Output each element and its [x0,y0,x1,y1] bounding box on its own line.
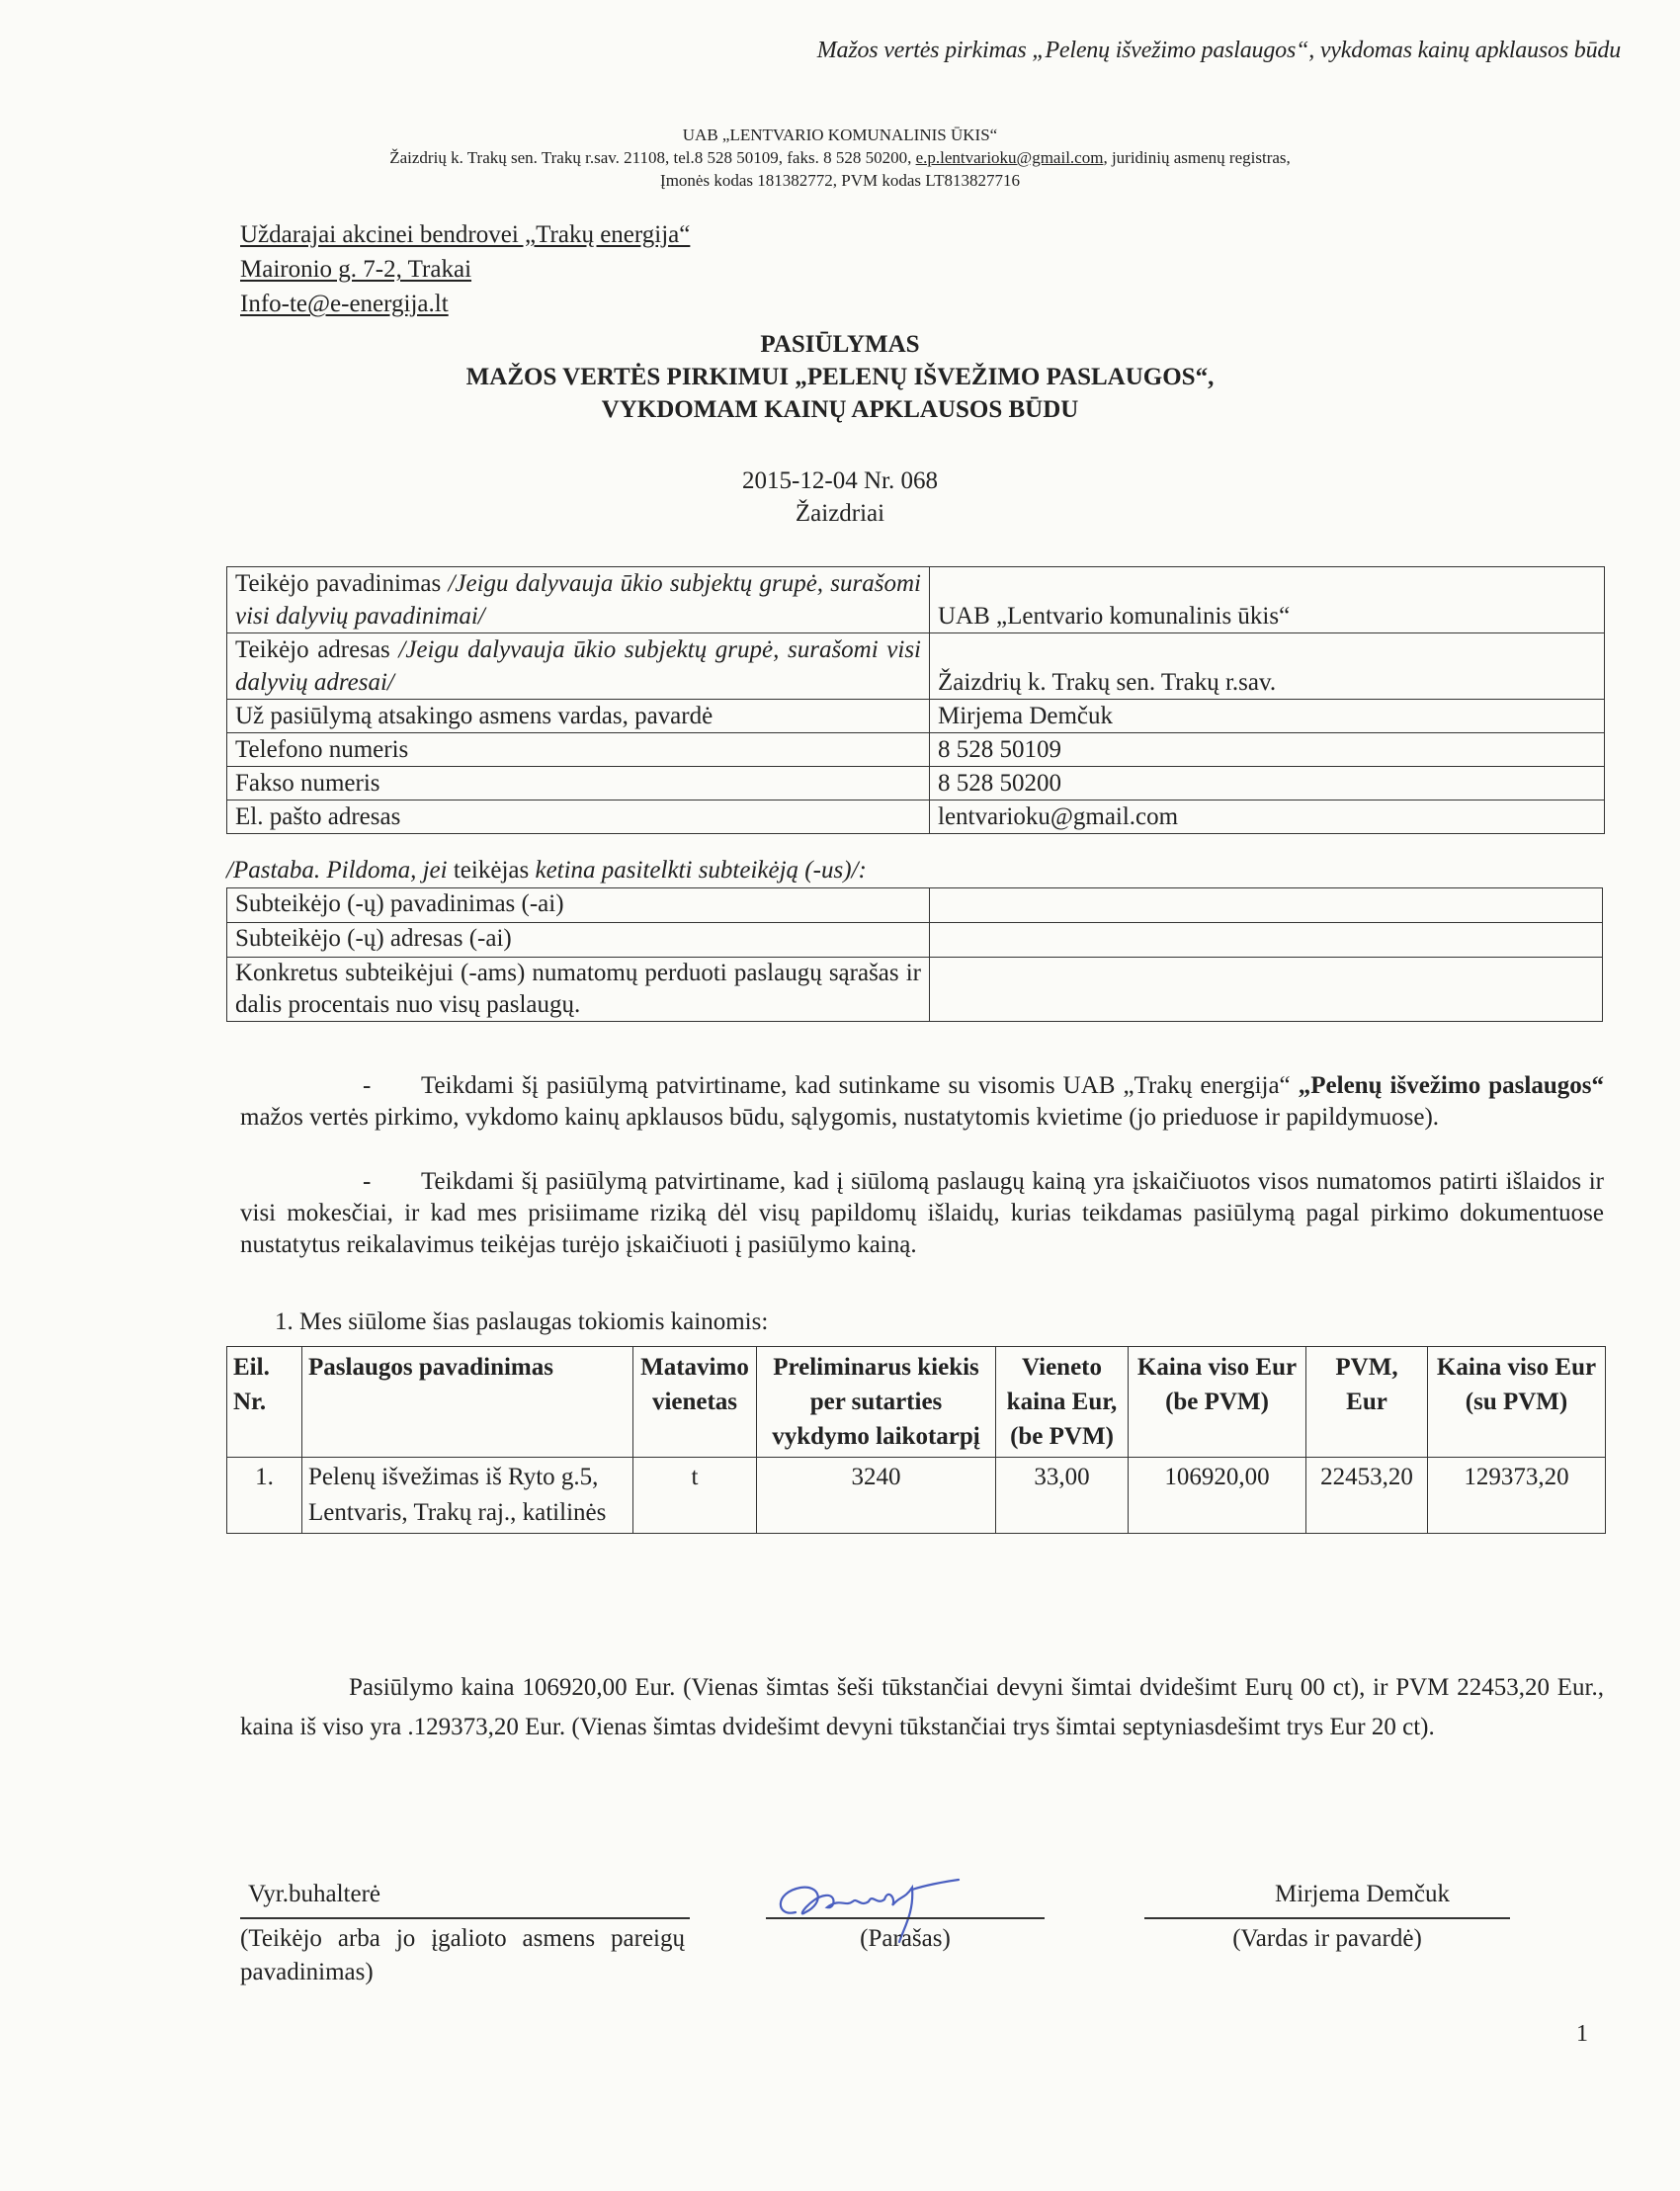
declaration-paragraph-1: - Teikdami šį pasiūlymą patvirtiname, kad sutinkame su visomis UAB „Trakų energija“ „Pelenų išvežimo paslaugos“ mažos vertės pirkimo, vykdomo kainų apklausos būdu, sąlygomis, nustatytomis kvietime (jo prieduose ir papildymuose). [240,1072,1604,1131]
cell-quantity: 3240 [757,1458,996,1534]
table-row [227,801,1605,834]
bullet-dash: - [363,1168,372,1195]
table-row [227,633,1605,700]
document-title [0,328,1680,426]
info-label: Už pasiūlymą atsakingo asmens vardas, pavardė [227,700,930,733]
col-header-total-with-vat: Kaina viso Eur (su PVM) [1428,1347,1606,1458]
title-line-3: VYKDOMAM KAINŲ APKLAUSOS BŪDU [601,396,1079,423]
company-letterhead [0,124,1680,192]
subcontractor-table [226,887,1603,1022]
bullet-dash: - [363,1072,372,1099]
recipient-name: Uždarajai akcinei bendrovei „Trakų energija“ [240,221,691,248]
recipient-address: Maironio g. 7-2, Trakai [240,256,472,283]
subcontractor-note: /Pastaba. Pildoma, jei teikėjas ketina pasitelkti subteikėją (-us)/: [226,857,867,884]
recipient-block [240,217,690,321]
info-label: Fakso numeris [227,767,930,801]
cell-nr: 1. [227,1458,302,1534]
table-row [227,733,1605,767]
title-line-2: MAŽOS VERTĖS PIRKIMUI „PELENŲ IŠVEŽIMO PASLAUGOS“, [465,364,1215,390]
col-header-nr: Eil. Nr. [227,1347,302,1458]
title-line-1: PASIŪLYMAS [760,331,920,358]
info-label: Telefono numeris [227,733,930,767]
table-row [227,700,1605,733]
table-row [227,1458,1606,1534]
list-item-1: 1. Mes siūlome šias paslaugas tokiomis kainomis: [275,1308,769,1335]
sub-label: Subteikėjo (-ų) adresas (-ai) [227,923,930,958]
declaration-paragraph-2: - Teikdami šį pasiūlymą patvirtiname, kad į siūlomą paslaugų kainą yra įskaičiuotos visos numatomos patirti išlaidos ir visi mokesčiai, ir kad mes prisiimame riziką dėl visų papildomų išlaidų, kurias teikdamas pasiūlymą pagal pirkimo dokumentuose nustatytus reikalavimus teikėjas turėjo įskaičiuoti į pasiūlymo kainą. [240,1168,1604,1258]
info-value: lentvarioku@gmail.com [930,801,1605,834]
cell-unit: t [633,1458,757,1534]
role-line [240,1917,690,1919]
cell-total-no-vat: 106920,00 [1129,1458,1306,1534]
table-row [227,888,1603,923]
recipient-email[interactable]: Info-te@e-energija.lt [240,291,449,317]
col-header-unit-price: Vieneto kaina Eur, (be PVM) [996,1347,1129,1458]
info-label: El. pašto adresas [227,801,930,834]
sub-value [930,923,1603,958]
document-header-italic: Mažos vertės pirkimas „Pelenų išvežimo paslaugos“, vykdomas kainų apklausos būdu [816,38,1621,63]
company-name: UAB „LENTVARIO KOMUNALINIS ŪKIS“ [682,126,998,144]
info-label: Teikėjo pavadinimas /Jeigu dalyvauja ūkio subjektų grupė, surašomi visi dalyvių pavadinimai/ [227,567,930,633]
company-address-line: Žaizdrių k. Trakų sen. Trakų r.sav. 21108, tel.8 528 50109, faks. 8 528 50200, e.p.lentvarioku@gmail.com, juridinių asmenų registras, [389,148,1291,167]
table-row [227,567,1605,633]
date-block [0,464,1680,530]
col-header-vat: PVM, Eur [1306,1347,1428,1458]
date-number: 2015-12-04 Nr. 068 [742,467,938,494]
col-header-service-name: Paslaugos pavadinimas [302,1347,633,1458]
sub-label: Konkretus subteikėjui (-ams) numatomų perduoti paslaugų sąrašas ir dalis procentais nuo visų paslaugų. [227,958,930,1022]
signer-name: Mirjema Demčuk [1275,1881,1451,1907]
name-caption: (Vardas ir pavardė) [1232,1925,1422,1952]
table-header-row [227,1347,1606,1458]
table-row [227,958,1603,1022]
sub-value [930,958,1603,1022]
table-row [227,767,1605,801]
col-header-quantity: Preliminarus kiekis per sutarties vykdymo laikotarpį [757,1347,996,1458]
page-number: 1 [1576,2021,1588,2047]
info-value: 8 528 50200 [930,767,1605,801]
signature-caption: (Parašas) [860,1925,951,1952]
cell-total-with-vat: 129373,20 [1428,1458,1606,1534]
signature-line [766,1917,1045,1919]
cell-service-name: Pelenų išvežimas iš Ryto g.5, Lentvaris, Trakų raj., katilinės [302,1458,633,1534]
company-email-link[interactable]: e.p.lentvarioku@gmail.com [915,148,1104,167]
col-header-total-no-vat: Kaina viso Eur (be PVM) [1129,1347,1306,1458]
cell-unit-price: 33,00 [996,1458,1129,1534]
sub-value [930,888,1603,923]
col-header-unit: Matavimo vienetas [633,1347,757,1458]
info-value: 8 528 50109 [930,733,1605,767]
info-value: UAB „Lentvario komunalinis ūkis“ [930,567,1605,633]
place: Žaizdriai [795,500,885,527]
company-codes: Įmonės kodas 181382772, PVM kodas LT813827716 [660,171,1020,190]
price-summary: Pasiūlymo kaina 106920,00 Eur. (Vienas šimtas šeši tūkstančiai devyni šimtai dvidešimt Eurų 00 ct), ir PVM 22453,20 Eur., kaina iš viso yra .129373,20 Eur. (Vienas šimtas dvidešimt devyni tūkstančiai trys šimtai septyniasdešimt trys Eur 20 ct). [240,1674,1604,1740]
info-value: Mirjema Demčuk [930,700,1605,733]
cell-vat: 22453,20 [1306,1458,1428,1534]
name-line [1144,1917,1510,1919]
table-row [227,923,1603,958]
signer-role: Vyr.buhalterė [248,1881,380,1907]
info-label: Teikėjo adresas /Jeigu dalyvauja ūkio subjektų grupė, surašomi visi dalyvių adresai/ [227,633,930,700]
sub-label: Subteikėjo (-ų) pavadinimas (-ai) [227,888,930,923]
supplier-info-table [226,566,1605,834]
info-value: Žaizdrių k. Trakų sen. Trakų r.sav. [930,633,1605,700]
role-caption: (Teikėjo arba jo įgalioto asmens pareigų pavadinimas) [240,1925,685,1985]
price-table [226,1346,1606,1534]
